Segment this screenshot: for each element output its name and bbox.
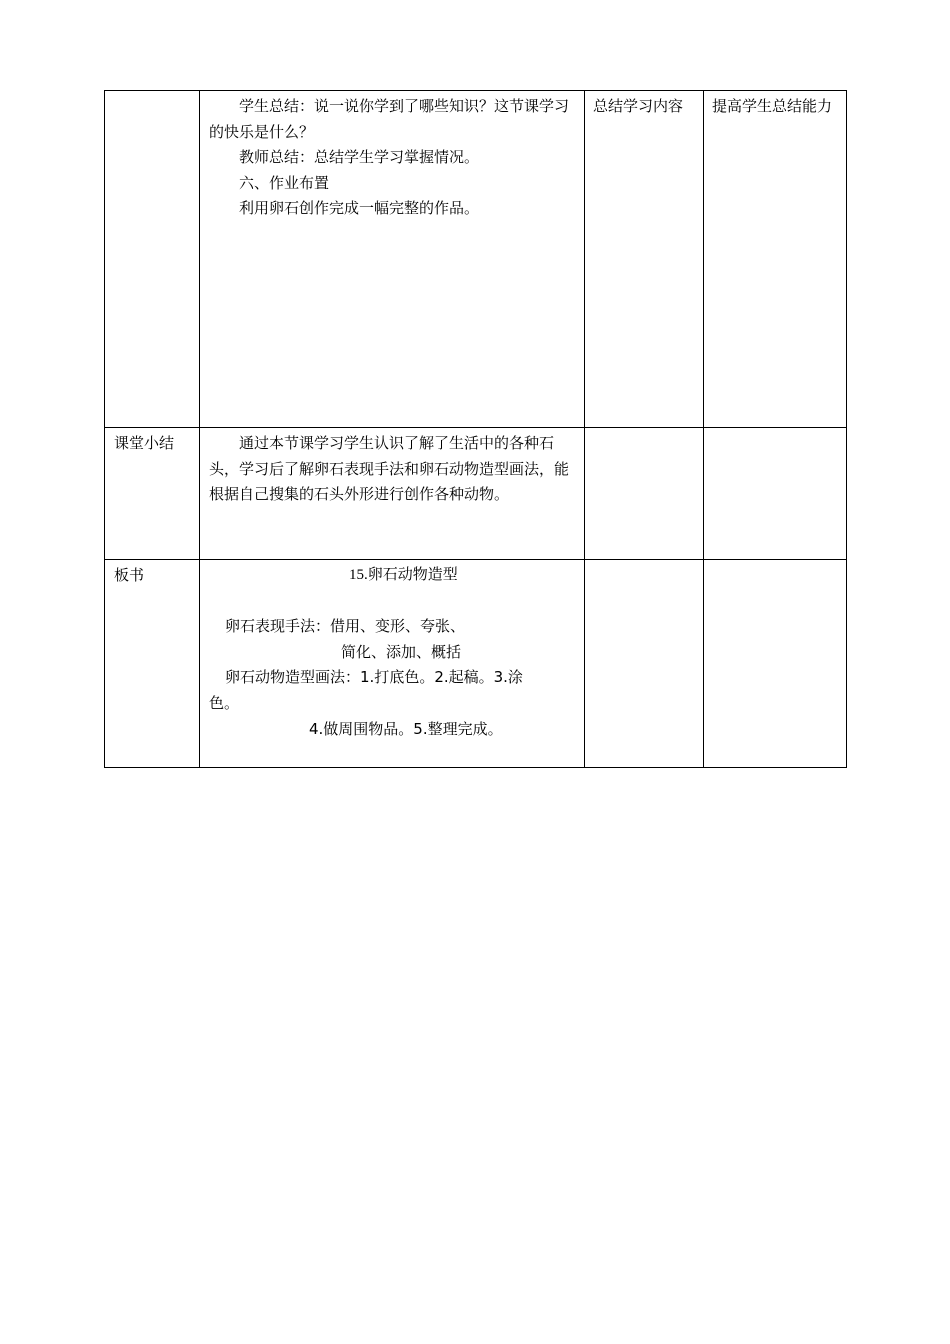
board-steps-line-a: 卵石动物造型画法：1.打底色。2.起稿。3.涂 [225,668,523,686]
board-steps-line-b: 色。 [209,694,240,712]
student-activity-cell [585,428,704,560]
student-activity-cell: 总结学习内容 [585,91,704,428]
row-label-summary: 课堂小结 [105,428,200,560]
board-methods-line-a: 卵石表现手法：借用、变形、夸张、 [225,617,466,635]
board-title: 15.卵石动物造型 [349,567,458,583]
row-label [105,91,200,428]
teaching-process-cell [200,91,585,428]
table-row [105,91,847,428]
table-row [105,428,847,560]
homework-task: 利用卵石创作完成一幅完整的作品。 [239,199,480,217]
student-activity-cell [585,560,704,768]
student-summary-line: 学生总结：说一说你学到了哪些知识？这节课学习的快乐是什么？ [209,97,570,141]
board-steps-line-c: 4.做周围物品。5.整理完成。 [309,720,503,738]
teacher-summary-line: 教师总结：总结学生学习掌握情况。 [239,148,480,166]
row-label-board: 板书 [105,560,200,768]
design-intent-cell: 提高学生总结能力 [704,91,847,428]
lesson-plan-table [104,90,847,768]
board-cell [200,560,585,768]
homework-heading: 六、作业布置 [239,173,330,192]
design-intent-cell [704,428,847,560]
board-methods-line-b: 简化、添加、概括 [341,643,462,661]
board-content [209,563,576,763]
summary-cell [200,428,585,560]
design-intent-cell [704,560,847,768]
table-row [105,560,847,768]
summary-text: 通过本节课学习学生认识了解了生活中的各种石头，学习后了解卵石表现手法和卵石动物造型画法，能根据自己搜集的石头外形进行创作各种动物。 [209,434,570,503]
